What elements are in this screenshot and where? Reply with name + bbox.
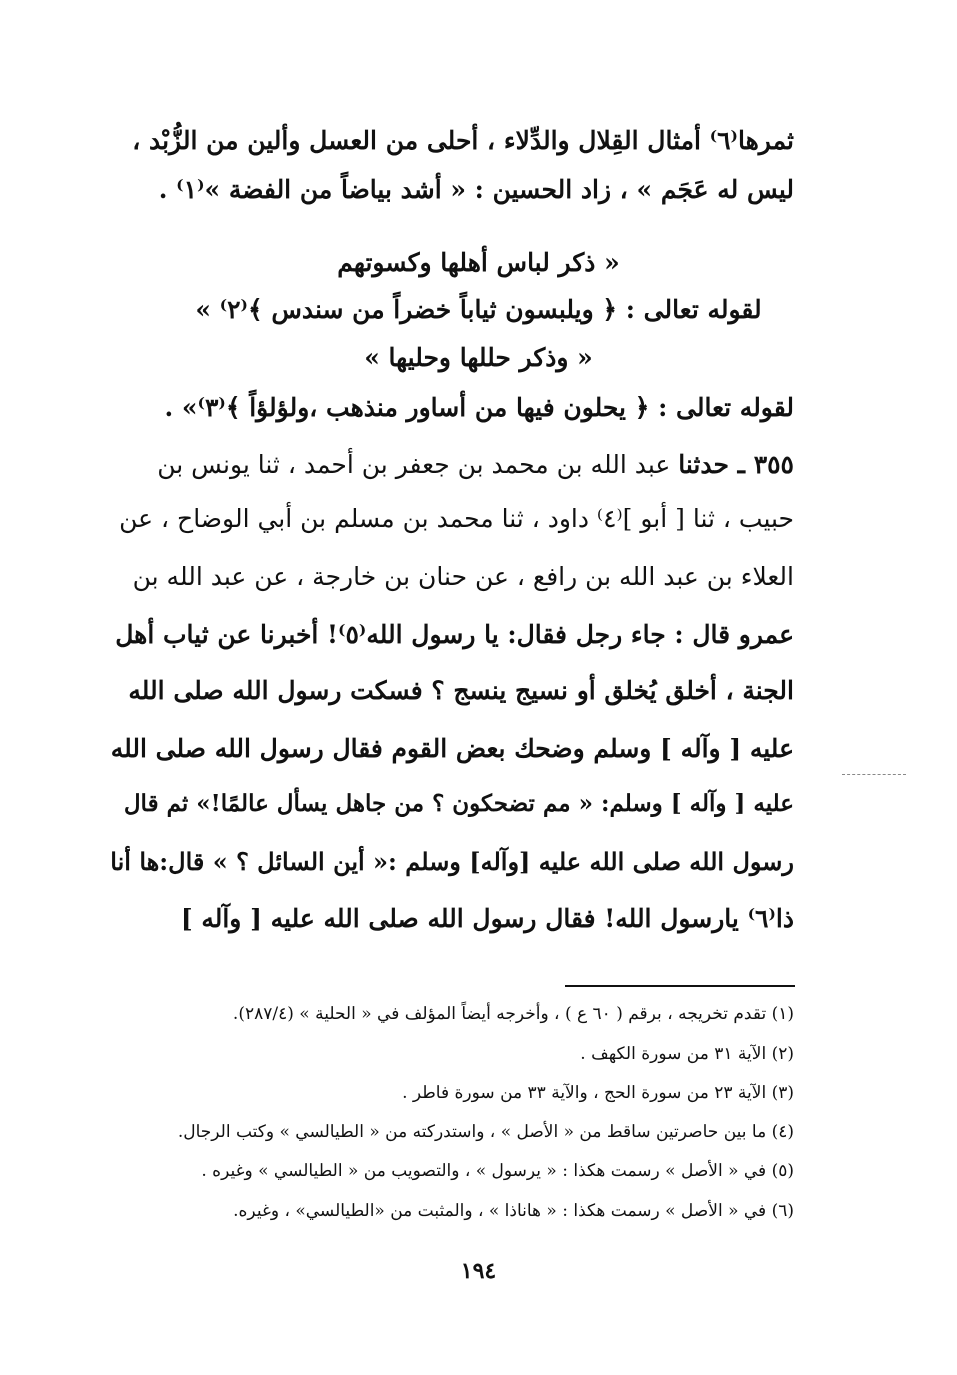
hadith-number: ٣٥٥ ـ حدثنا: [678, 450, 794, 479]
hadith-line-8: رسول الله صلى الله عليه [وآله] وسلم :« أين السائل ؟ » قال:ها أنا: [110, 847, 794, 876]
page-number: ١٩٤: [460, 1258, 497, 1284]
margin-mark: [842, 774, 906, 775]
text-line-1: ثمرها⁽٦⁾ أمثال القِلال والدِّلاء ، أحلى من العسل وألين من الزُّبْد ،: [132, 126, 794, 155]
footnote-4: (٤) ما بين حاصرتين ساقط من « الأصل » ، واستدركته من « الطيالسي » وكتب الرجال.: [177, 1122, 794, 1142]
section-heading-clothing: « ذكر لباس أهلها وكسوتهم: [337, 248, 620, 277]
hadith-line-9: ذا⁽٦⁾ يارسول الله! فقال رسول الله صلى الله عليه [ وآله ]: [180, 904, 794, 933]
footnote-separator: [565, 985, 795, 987]
text-line-2: ليس له عَجَم » ، زاد الحسين : « أشد بياضاً من الفضة »⁽١⁾ .: [158, 175, 794, 204]
hadith-line-6: عليه [ وآله ] وسلم وضحك بعض القوم فقال رسول الله صلى الله: [110, 734, 794, 763]
footnote-6: (٦) في « الأصل » رسمت هكذا : « هاناذا » ، والمثبت من «الطيالسي» ، وغيره.: [233, 1201, 794, 1221]
footnote-3: (٣) الآية ٢٣ من سورة الحج ، والآية ٣٣ من سورة فاطر .: [402, 1083, 794, 1103]
hadith-isnad-start: عبد الله بن محمد بن جعفر بن أحمد ، ثنا يونس بن: [157, 450, 679, 479]
hadith-line-3: العلاء بن عبد الله بن رافع ، عن حنان بن خارجة ، عن عبد الله بن: [132, 562, 794, 591]
hadith-line-4: عمرو قال : جاء رجل فقال: يا رسول الله⁽٥⁾! أخبرنا عن ثياب أهل: [115, 620, 794, 649]
footnote-1: (١) تقدم تخريجه ، برقم ( ٦٠ ع ) ، وأخرجه أيضاً المؤلف في « الحلية » (٢٨٧/٤).: [232, 1004, 794, 1024]
footnote-5: (٥) في « الأصل » رسمت هكذا : « يرسول » ، والتصويب من « الطيالسي » وغيره .: [201, 1161, 794, 1181]
hadith-line-1: [157, 452, 794, 477]
quran-verse-ornaments: لقوله تعالى : ﴿ يحلون فيها من أساور منذهب ،ولؤلؤاً ﴾⁽٣⁾» .: [164, 393, 794, 422]
hadith-line-7: عليه [ وآله ] وسلم: « مم تضحكون ؟ من جاهل يسأل عالمًا!» ثم قال: [123, 790, 794, 817]
hadith-line-5: الجنة ، أخلق يُخلق أو نسيج ينسج ؟ فسكت رسول الله صلى الله: [128, 676, 794, 705]
quran-verse-clothing: لقوله تعالى : ﴿ ويلبسون ثياباً خضراً من سندس ﴾⁽٢⁾ »: [195, 295, 762, 324]
footnote-2: (٢) الآية ٣١ من سورة الكهف .: [580, 1044, 794, 1064]
section-heading-ornaments: « وذكر حللها وحليها »: [364, 343, 593, 372]
hadith-line-2: حبيب ، ثنا [ أبو ]⁽٤⁾ داود ، ثنا محمد بن مسلم بن أبي الوضاح ، عن: [119, 504, 794, 533]
